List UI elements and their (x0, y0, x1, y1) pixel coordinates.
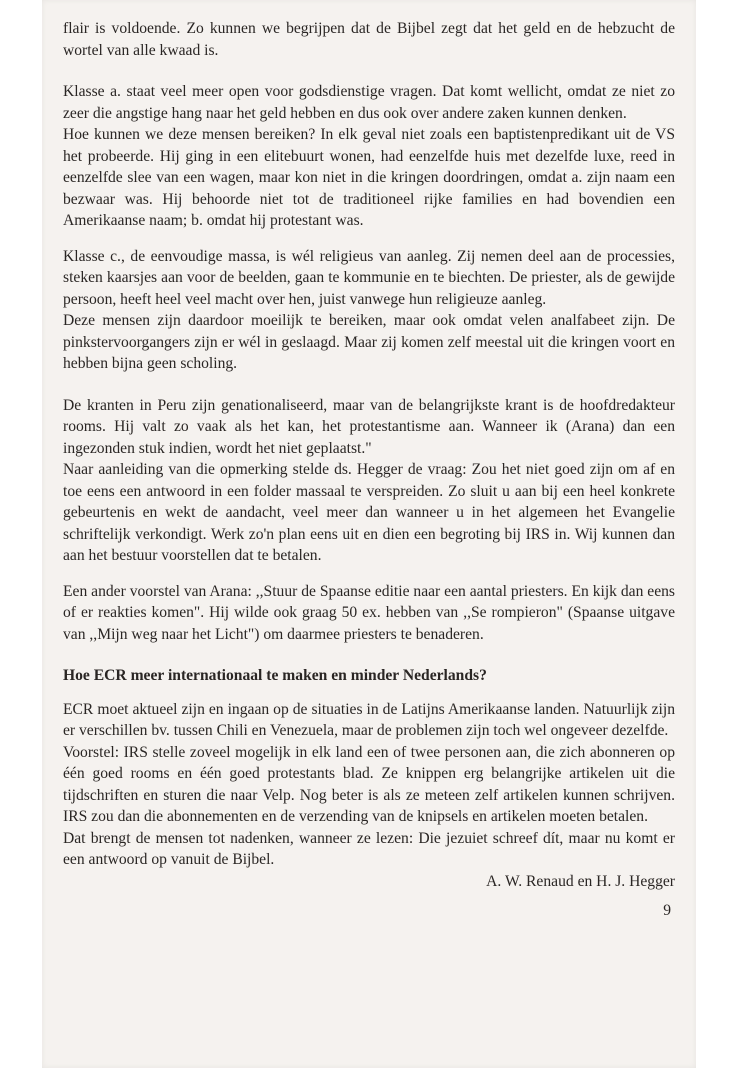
paragraph-10: Voorstel: IRS stelle zoveel mogelijk in elk land een of twee personen aan, die zich abonneren op één goed rooms en één goed protestants blad. Ze knippen erg belangrijke artikelen uit die tijdschriften en sturen die naar Velp. Nog beter is als ze meteen zelf artikelen kunnen schrijven. IRS zou dan die abonnementen en de verzending van de knipsels en artikelen moeten betalen. (63, 743, 675, 825)
section-heading: Hoe ECR meer internationaal te maken en minder Nederlands? (63, 667, 487, 684)
paragraph-11: Dat brengt de mensen tot nadenken, wanneer ze lezen: Die jezuiet schreef dít, maar nu komt er een antwoord op vanuit de Bijbel. (63, 829, 675, 868)
body-text (63, 18, 675, 922)
paragraph-5: Deze mensen zijn daardoor moeilijk te bereiken, maar ook omdat velen analfabeet zijn. De pinkstervoorgangers zijn er wél in geslaagd. Maar zij komen zelf meestal uit die kringen voort en hebben bijna geen scholing. (63, 312, 675, 372)
paragraph-6: De kranten in Peru zijn genationaliseerd, maar van de belangrijkste krant is de hoofdredakteur rooms. Hij valt zo vaak als het kan, het protestantisme aan. Wanneer ik (Arana) dan een ingezonden stuk indien, wordt het niet geplaatst." (63, 396, 675, 457)
document-page (42, 0, 696, 1068)
paragraph-2: Klasse a. staat veel meer open voor godsdienstige vragen. Dat komt wellicht, omdat ze niet zo zeer die angstige hang naar het geld hebben en dus ook over andere zaken kunnen denken. (63, 83, 675, 122)
paragraph-9: ECR moet aktueel zijn en ingaan op de situaties in de Latijns Amerikaanse landen. Natuurlijk zijn er verschillen bv. tussen Chili en Venezuela, maar de problemen zijn toch wel ongeveer dezelfde. (63, 700, 675, 739)
paragraph-7: Naar aanleiding van die opmerking stelde ds. Hegger de vraag: Zou het niet goed zijn om af en toe eens een antwoord in een folder massaal te verspreiden. Zo sluit u aan bij een heel konkrete gebeurtenis en wekt de aandacht, veel meer dan wanneer u in het algemeen het Evangelie schriftelijk verkondigt. Werk zo'n plan eens uit en dien een begroting bij IRS in. Wij kunnen dan aan het bestuur voorstellen dat te betalen. (63, 461, 675, 564)
paragraph-4: Klasse c., de eenvoudige massa, is wél religieus van aanleg. Zij nemen deel aan de processies, steken kaarsjes aan voor de beelden, gaan te kommunie en te biechten. De priester, als de gewijde persoon, heeft heel veel macht over hen, juist vanwege hun religieuze aanleg. (63, 247, 675, 308)
page-number: 9 (663, 902, 671, 919)
paragraph-3: Hoe kunnen we deze mensen bereiken? In elk geval niet zoals een baptistenpredikant uit de VS het probeerde. Hij ging in een elitebuurt wonen, had eenzelfde huis met dezelfde luxe, reed in eenzelfde slee van een wagen, maar kon niet in die kringen doordringen, omdat a. zijn naam een bezwaar was. Hij behoorde niet tot de traditioneel rijke families en had bovendien een Amerikaanse naam; b. omdat hij protestant was. (63, 126, 675, 229)
paragraph-8: Een ander voorstel van Arana: ,,Stuur de Spaanse editie naar een aantal priesters. En kijk dan eens of er reakties komen". Hij wilde ook graag 50 ex. hebben van ,,Se rompieron" (Spaanse uitgave van ,,Mijn weg naar het Licht") om daarmee priesters te benaderen. (63, 582, 675, 643)
paragraph-1: flair is voldoende. Zo kunnen we begrijpen dat de Bijbel zegt dat het geld en de hebzucht de wortel van alle kwaad is. (63, 20, 675, 59)
signature: A. W. Renaud en H. J. Hegger (486, 872, 675, 890)
